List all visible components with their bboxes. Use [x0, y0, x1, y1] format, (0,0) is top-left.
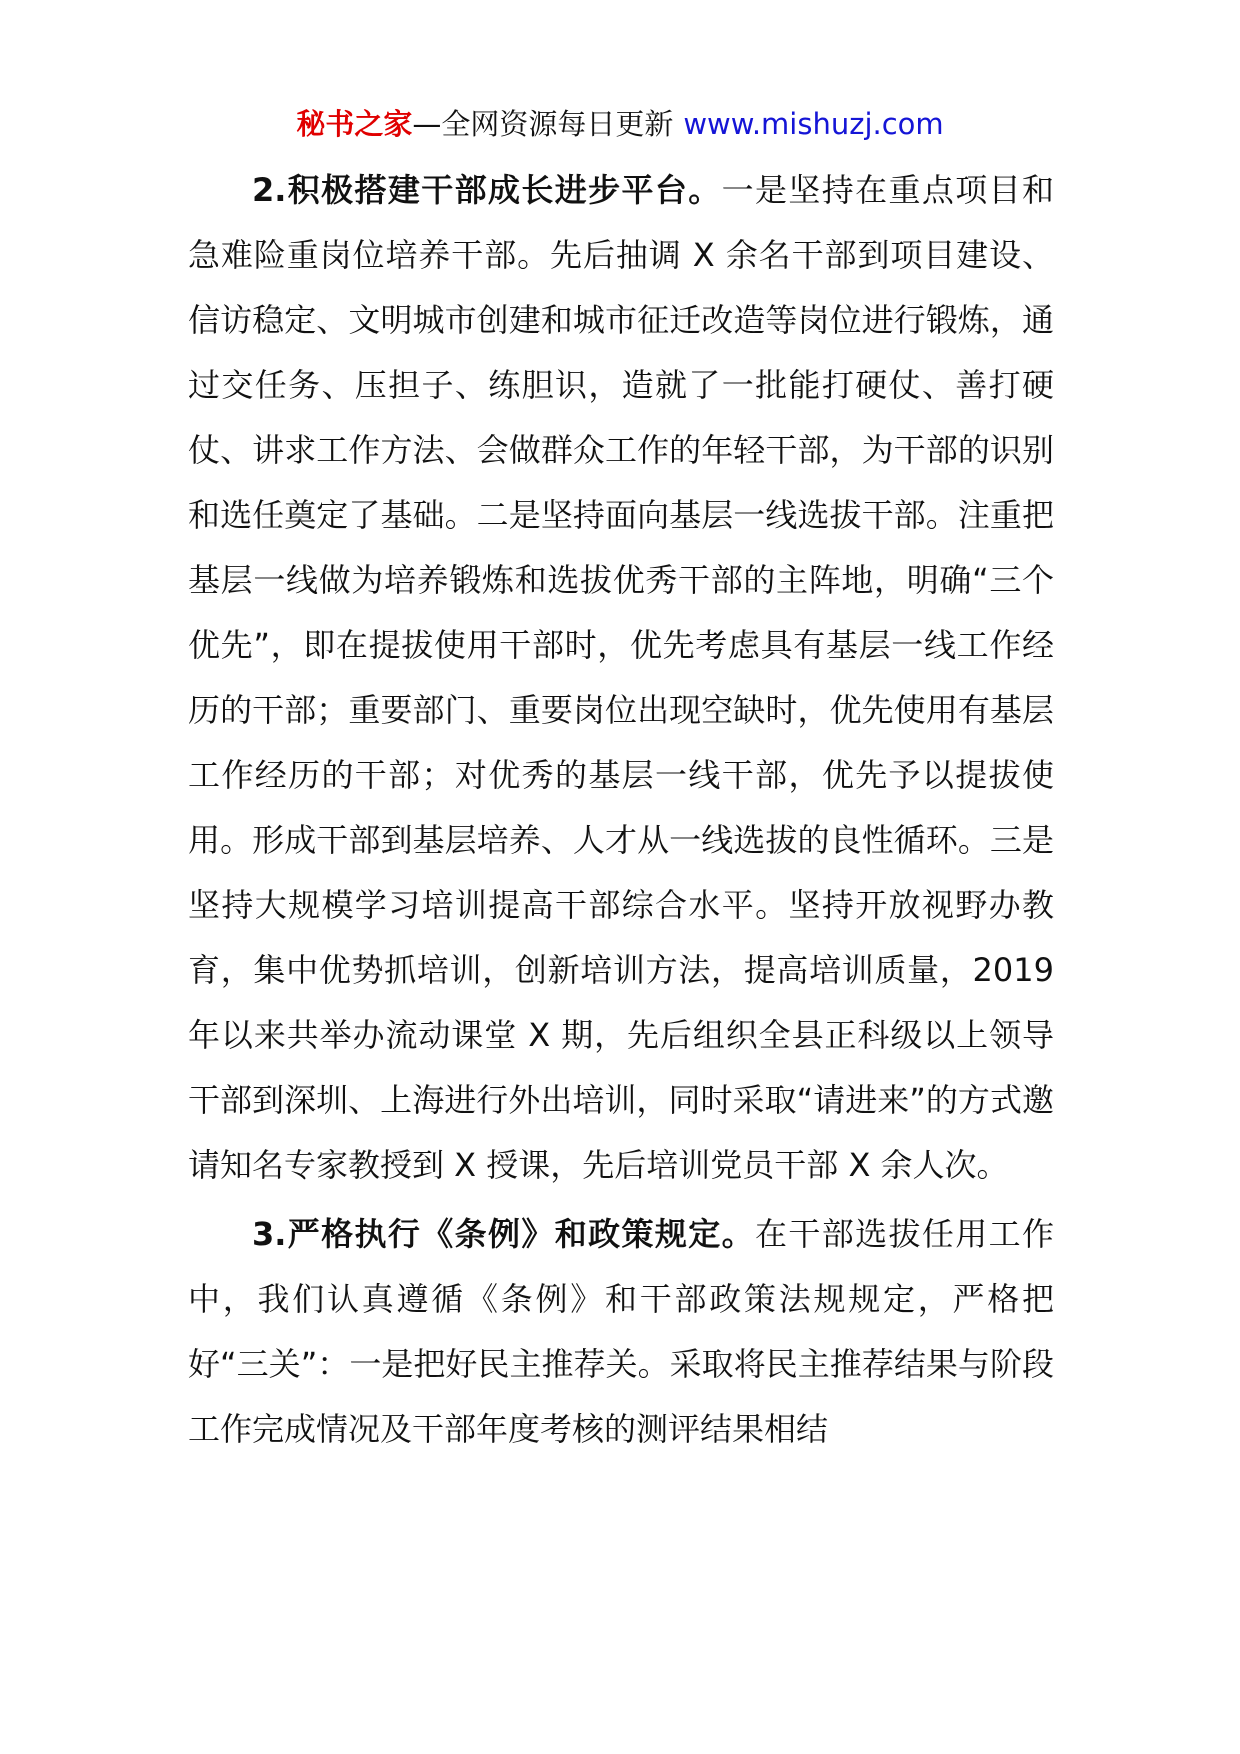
header-slogan: —全网资源每日更新: [412, 107, 674, 141]
document-body: [188, 158, 1054, 1462]
paragraph-2-text: 一是坚持在重点项目和急难险重岗位培养干部。先后抽调 X 余名干部到项目建设、信访稳定、文明城市创建和城市征迁改造等岗位进行锻炼，通过交任务、压担子、练胆识，造就了一批能打硬仗、善打硬仗、讲求工作方法、会做群众工作的年轻干部，为干部的识别和选任奠定了基础。二是坚持面向基层一线选拔干部。注重把基层一线做为培养锻炼和选拔优秀干部的主阵地，明确“三个优先”，即在提拔使用干部时，优先考虑具有基层一线工作经历的干部；重要部门、重要岗位出现空缺时，优先使用有基层工作经历的干部；对优秀的基层一线干部，优先予以提拔使用。形成干部到基层培养、人才从一线选拔的良性循环。三是坚持大规模学习培训提高干部综合水平。坚持开放视野办教育，集中优势抓培训，创新培训方法，提高培训质量，2019 年以来共举办流动课堂 X 期，先后组织全县正科级以上领导干部到深圳、上海进行外出培训，同时采取“请进来”的方式邀请知名专家教授到 X 授课，先后培训党员干部 X 余人次。: [188, 171, 1054, 1184]
paragraph-3-text: 在干部选拔任用工作中，我们认真遵循《条例》和干部政策法规规定，严格把好“三关”：一是把好民主推荐关。采取将民主推荐结果与阶段工作完成情况及干部年度考核的测评结果相结: [188, 1215, 1054, 1448]
paragraph-2-heading: 2.积极搭建干部成长进步平台。: [252, 171, 722, 209]
paragraph-3-heading: 3.严格执行《条例》和政策规定。: [252, 1215, 755, 1253]
paragraph-2: [188, 158, 1054, 1198]
paragraph-3: [188, 1202, 1054, 1462]
site-url-link[interactable]: www.mishuzj.com: [683, 107, 944, 141]
page-header: [0, 104, 1240, 144]
brand-name: 秘书之家: [296, 107, 413, 141]
